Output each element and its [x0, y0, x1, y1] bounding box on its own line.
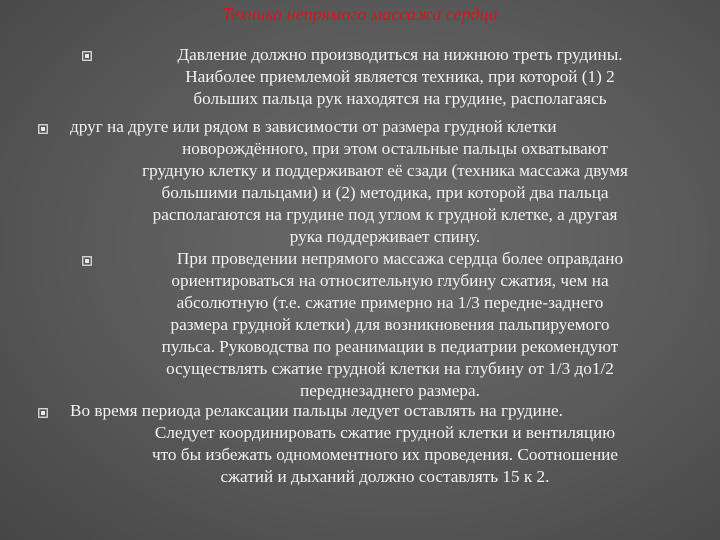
text-line: ориентироваться на относительную глубину сжатия, чем на [171, 271, 609, 290]
text-line: грудную клетку и поддерживают её сзади (техника массажа двумя [142, 161, 628, 180]
text-line: новорождённого, при этом остальные пальцы охватывают [182, 139, 608, 158]
slide-title: Техника непрямого массажа сердца [222, 4, 498, 24]
square-bullet-icon [82, 256, 92, 266]
text-line: При проведении непрямого массажа сердца более оправдано [176, 249, 624, 268]
text-line: Во время периода релаксации пальцы ледует оставлять на грудине. [70, 401, 563, 420]
text-line: размера грудной клетки) для возникновения пальпируемого [170, 315, 610, 334]
text-line: Наиболее приемлемой является техника, при которой (1) 2 [185, 67, 615, 86]
text-line: больших пальца рук находятся на грудине, располагаясь [193, 89, 607, 108]
text-line: рука поддерживает спину. [289, 227, 481, 246]
text-line: переднезаднего размера. [300, 381, 480, 400]
text-line: Давление должно производиться на нижнюю треть грудины. [177, 45, 623, 64]
square-bullet-icon [82, 51, 92, 61]
text-line: друг на друге или рядом в зависимости от размера грудной клетки [70, 117, 557, 136]
text-line: что бы избежать одномоментного их проведения. Соотношение [152, 445, 618, 464]
text-line: пульса. Руководства по реанимации в педиатрии рекомендуют [161, 337, 619, 356]
text-line: большими пальцами) и (2) методика, при которой два пальца [161, 183, 609, 202]
square-bullet-icon [38, 408, 48, 418]
text-line: сжатий и дыханий должно составлять 15 к 2. [220, 467, 550, 486]
text-line: абсолютную (т.е. сжатие примерно на 1/3 передне-заднего [176, 293, 604, 312]
text-line: Следует координировать сжатие грудной клетки и вентиляцию [154, 423, 616, 442]
text-line: располагаются на грудине под углом к грудной клетке, а другая [152, 205, 618, 224]
text-line: осуществлять сжатие грудной клетки на глубину от 1/3 до1/2 [166, 359, 614, 378]
square-bullet-icon [38, 124, 48, 134]
